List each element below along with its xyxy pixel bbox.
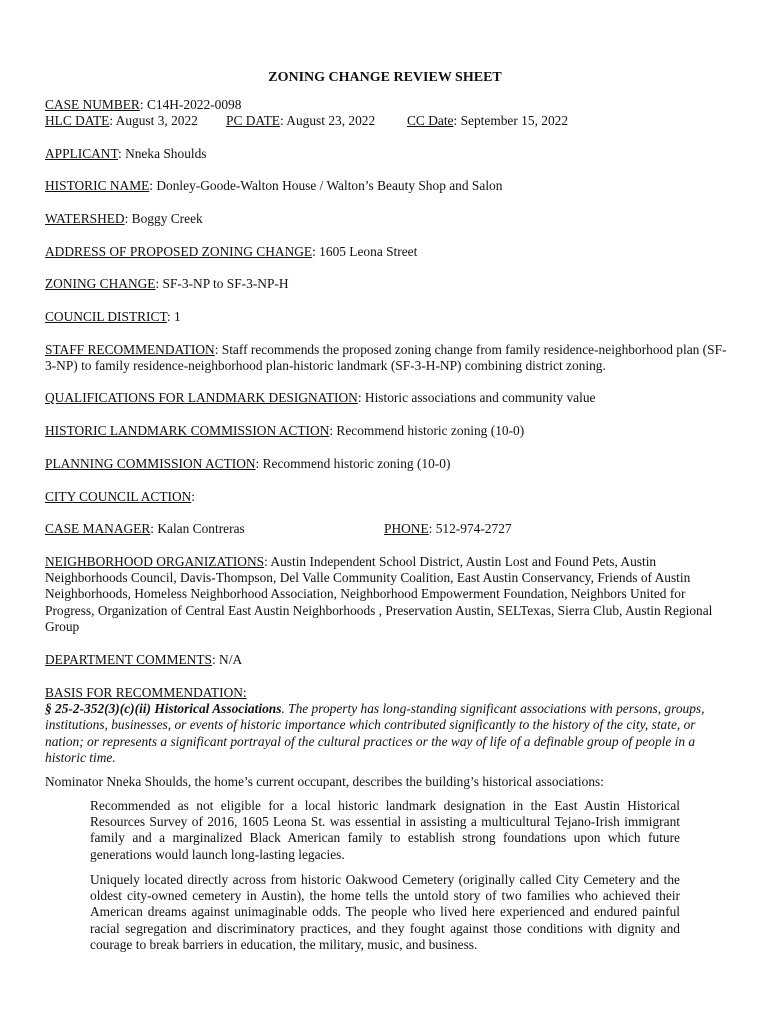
phone-line bbox=[384, 521, 512, 537]
department-comments-line bbox=[45, 652, 242, 668]
case-manager-label: CASE MANAGER bbox=[45, 521, 151, 536]
qualifications-value: : Historic associations and community value bbox=[357, 390, 596, 405]
watershed-label: WATERSHED bbox=[45, 211, 125, 226]
cc-date-value: : September 15, 2022 bbox=[453, 113, 569, 128]
hlc-date-label: HLC DATE bbox=[45, 113, 110, 128]
cc-action-value: : bbox=[191, 489, 196, 504]
nominator-quote-1: Recommended as not eligible for a local historic landmark designation in the East Austin Historical Resources Survey of 2016, 1605 Leona St. was essential in assisting a multicultural Tejano-Irish immigrant family and a marginalized Black American family to establish strong foundations upon which future generations would launch long-lasting legacies. bbox=[90, 798, 680, 862]
pc-date-value: : August 23, 2022 bbox=[279, 113, 376, 128]
basis-code-text: . The property has long-standing significant associations with persons, groups, institutions, businesses, or events of historic importance which contributed significantly to the history of the city, state, or nation; or represents a significant portrayal of the cultural practices or the way of life of a definable group of people in a historic time. bbox=[45, 701, 705, 766]
address-value: : 1605 Leona Street bbox=[312, 244, 418, 259]
address-label: ADDRESS OF PROPOSED ZONING CHANGE bbox=[45, 244, 313, 259]
watershed-line bbox=[45, 211, 203, 227]
basis-criteria-paragraph bbox=[45, 701, 730, 767]
cc-action-label: CITY COUNCIL ACTION bbox=[45, 489, 192, 504]
pc-action-line bbox=[45, 456, 450, 472]
zoning-change-line bbox=[45, 276, 289, 292]
hlc-action-value: : Recommend historic zoning (10-0) bbox=[329, 423, 525, 438]
basis-code-reference: § 25-2-352(3)(c)(ii) Historical Associations bbox=[45, 701, 282, 716]
staff-recommendation-value: : Staff recommends the proposed zoning change from family residence-neighborhood plan (SF-3-NP) to family residence-neighborhood plan-historic landmark (SF-3-H-NP) combining district zoning. bbox=[45, 342, 727, 374]
nominator-intro: Nominator Nneka Shoulds, the home’s current occupant, describes the building’s historical associations: bbox=[45, 774, 604, 789]
qualifications-label: QUALIFICATIONS FOR LANDMARK DESIGNATION bbox=[45, 390, 358, 405]
zoning-change-label: ZONING CHANGE bbox=[45, 276, 156, 291]
address-line bbox=[45, 244, 417, 260]
council-district-label: COUNCIL DISTRICT bbox=[45, 309, 167, 324]
pc-action-value: : Recommend historic zoning (10-0) bbox=[255, 456, 451, 471]
cc-action-line bbox=[45, 489, 195, 505]
basis-label: BASIS FOR RECOMMENDATION: bbox=[45, 685, 247, 700]
pc-date-label: PC DATE bbox=[226, 113, 280, 128]
basis-heading bbox=[45, 685, 247, 701]
neighborhood-orgs-paragraph bbox=[45, 554, 730, 635]
department-comments-label: DEPARTMENT COMMENTS bbox=[45, 652, 212, 667]
phone-value: : 512-974-2727 bbox=[428, 521, 512, 536]
council-district-value: : 1 bbox=[166, 309, 181, 324]
phone-label: PHONE bbox=[384, 521, 429, 536]
page-title: ZONING CHANGE REVIEW SHEET bbox=[268, 70, 502, 85]
neighborhood-orgs-label: NEIGHBORHOOD ORGANIZATIONS bbox=[45, 554, 265, 569]
case-number-value: : C14H-2022-0098 bbox=[139, 97, 242, 112]
council-district-line bbox=[45, 309, 181, 325]
case-number-label: CASE NUMBER bbox=[45, 97, 140, 112]
staff-recommendation-paragraph bbox=[45, 342, 730, 374]
pc-date-line bbox=[226, 113, 375, 129]
hlc-date-value: : August 3, 2022 bbox=[109, 113, 198, 128]
qualifications-line bbox=[45, 390, 595, 406]
watershed-value: : Boggy Creek bbox=[124, 211, 203, 226]
case-number-line bbox=[45, 97, 241, 113]
staff-recommendation-label: STAFF RECOMMENDATION bbox=[45, 342, 215, 357]
historic-name-label: HISTORIC NAME bbox=[45, 178, 150, 193]
department-comments-value: : N/A bbox=[211, 652, 243, 667]
historic-name-line bbox=[45, 178, 502, 194]
pc-action-label: PLANNING COMMISSION ACTION bbox=[45, 456, 256, 471]
nominator-quote-2: Uniquely located directly across from historic Oakwood Cemetery (originally called City Cemetery and the oldest city-owned cemetery in Austin), the home tells the untold story of two families who achieved their American dreams against unimaginable odds. The people who lived here experienced and endured painful racial segregation and discriminatory practices, and they fought against those conditions with dignity and courage to break barriers in education, the military, music, and business. bbox=[90, 872, 680, 952]
case-manager-line bbox=[45, 521, 245, 537]
zoning-change-value: : SF-3-NP to SF-3-NP-H bbox=[155, 276, 289, 291]
applicant-label: APPLICANT bbox=[45, 146, 118, 161]
hlc-action-line bbox=[45, 423, 524, 439]
hlc-action-label: HISTORIC LANDMARK COMMISSION ACTION bbox=[45, 423, 330, 438]
neighborhood-orgs-value: : Austin Independent School District, Austin Lost and Found Pets, Austin Neighborhoods Council, Davis-Thompson, Del Valle Community Coalition, East Austin Conservancy, Friends of Austin Neighborhoods, Homeless Neighborhood Association, Neighborhood Empowerment Foundation, Neighbors United for Progress, Organization of Central East Austin Neighborhoods , Preservation Austin, SELTexas, Sierra Club, Austin Regional Group bbox=[45, 554, 713, 634]
applicant-value: : Nneka Shoulds bbox=[118, 146, 207, 161]
hlc-date-line bbox=[45, 113, 198, 129]
applicant-line bbox=[45, 146, 207, 162]
cc-date-label: CC Date bbox=[407, 113, 454, 128]
cc-date-line bbox=[407, 113, 568, 129]
case-manager-value: : Kalan Contreras bbox=[150, 521, 245, 536]
historic-name-value: : Donley-Goode-Walton House / Walton’s Beauty Shop and Salon bbox=[149, 178, 503, 193]
